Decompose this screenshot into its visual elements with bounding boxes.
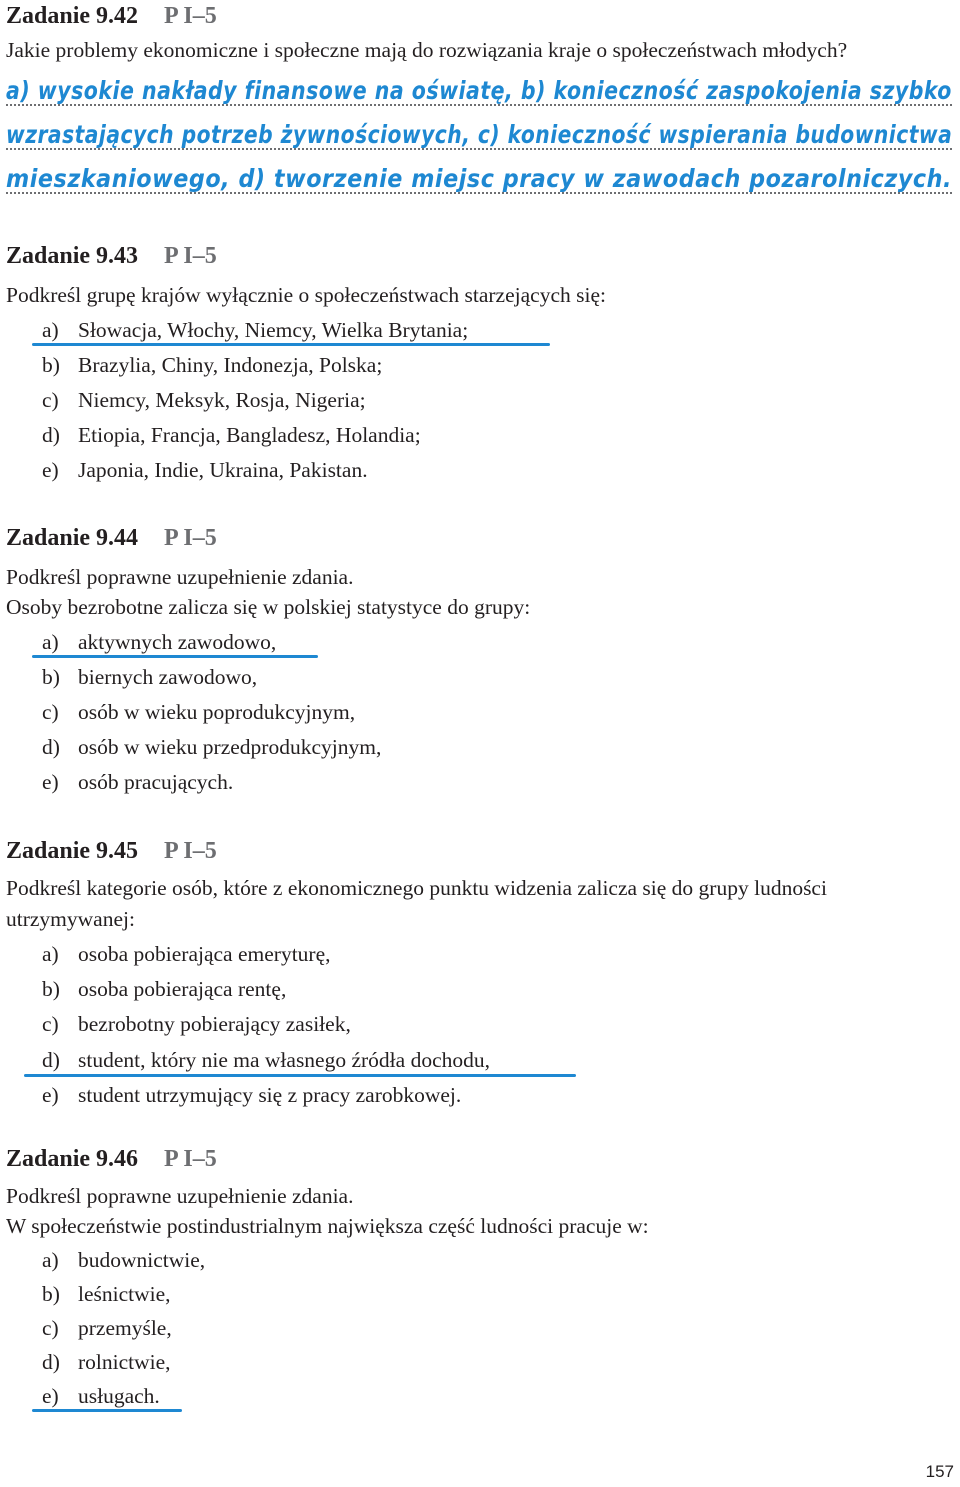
task-number: Zadanie 9.42 — [6, 3, 139, 29]
option-text: Brazylia, Chiny, Indonezja, Polska; — [78, 353, 383, 377]
option-d[interactable] — [42, 1046, 490, 1074]
answer-underline — [32, 655, 318, 658]
option-letter: d) — [42, 1048, 60, 1072]
option-text: leśnictwie, — [78, 1282, 171, 1306]
option-text: aktywnych zawodowo, — [78, 630, 277, 654]
option-text: Etiopia, Francja, Bangladesz, Holandia; — [78, 423, 421, 447]
option-letter: c) — [42, 388, 59, 412]
answer-underline — [24, 1074, 576, 1077]
option-d[interactable] — [42, 421, 421, 449]
task-heading-9-42 — [6, 2, 217, 30]
option-letter: e) — [42, 458, 59, 482]
option-letter: a) — [42, 318, 59, 342]
option-letter: e) — [42, 1384, 59, 1408]
option-text: osób pracujących. — [78, 770, 234, 794]
option-letter: c) — [42, 1012, 59, 1036]
option-a[interactable] — [42, 1246, 205, 1274]
option-d[interactable] — [42, 733, 381, 761]
task-tag: P I–5 — [164, 243, 217, 269]
option-e[interactable] — [42, 768, 233, 796]
answer-line[interactable] — [6, 114, 952, 158]
answer-underline — [32, 343, 550, 346]
option-text: osoba pobierająca emeryturę, — [78, 942, 331, 966]
task-tag: P I–5 — [164, 1146, 217, 1172]
task-question: Osoby bezrobotne zalicza się w polskiej statystyce do grupy: — [6, 595, 531, 619]
option-text: rolnictwie, — [78, 1350, 171, 1374]
option-letter: d) — [42, 423, 60, 447]
option-b[interactable] — [42, 1280, 171, 1308]
option-b[interactable] — [42, 351, 382, 379]
task-question: W społeczeństwie postindustrialnym największa część ludności pracuje w: — [6, 1214, 649, 1238]
option-b[interactable] — [42, 663, 257, 691]
option-letter: c) — [42, 1316, 59, 1340]
option-letter: b) — [42, 1282, 60, 1306]
option-text: osób w wieku poprodukcyjnym, — [78, 700, 356, 724]
option-e[interactable] — [42, 1382, 160, 1410]
task-number: Zadanie 9.43 — [6, 243, 139, 269]
option-letter: e) — [42, 770, 59, 794]
task-heading-9-43 — [6, 242, 217, 270]
option-letter: b) — [42, 977, 60, 1001]
task-heading-9-46 — [6, 1145, 217, 1173]
handwritten-answer: wzrastających potrzeb żywnościowych, c) konieczność wspierania budownictwa — [6, 120, 953, 149]
option-a[interactable] — [42, 628, 276, 656]
option-text: student, który nie ma własnego źródła dochodu, — [78, 1048, 490, 1072]
task-number: Zadanie 9.46 — [6, 1146, 139, 1172]
option-text: student utrzymujący się z pracy zarobkowej. — [78, 1083, 462, 1107]
option-c[interactable] — [42, 386, 366, 414]
option-text: usługach. — [78, 1384, 160, 1408]
option-c[interactable] — [42, 1314, 172, 1342]
task-question: Jakie problemy ekonomiczne i społeczne mają do rozwiązania kraje o społeczeństwach młodych? — [6, 38, 848, 62]
task-heading-9-45 — [6, 837, 217, 865]
task-heading-9-44 — [6, 524, 217, 552]
option-a[interactable] — [42, 940, 331, 968]
answer-line[interactable] — [6, 158, 952, 202]
option-letter: a) — [42, 1248, 59, 1272]
option-text: Słowacja, Włochy, Niemcy, Wielka Brytania; — [78, 318, 469, 342]
option-e[interactable] — [42, 1081, 461, 1109]
option-letter: d) — [42, 1350, 60, 1374]
option-letter: a) — [42, 630, 59, 654]
task-question-line-1: Podkreśl kategorie osób, które z ekonomicznego punktu widzenia zalicza się do grupy ludności — [6, 876, 827, 900]
option-e[interactable] — [42, 456, 368, 484]
option-c[interactable] — [42, 1010, 351, 1038]
option-text: osób w wieku przedprodukcyjnym, — [78, 735, 382, 759]
page-number: 157 — [925, 1462, 954, 1481]
task-number: Zadanie 9.45 — [6, 838, 139, 864]
option-b[interactable] — [42, 975, 286, 1003]
task-instruction: Podkreśl poprawne uzupełnienie zdania. — [6, 1184, 354, 1208]
option-d[interactable] — [42, 1348, 171, 1376]
answer-line[interactable] — [6, 70, 952, 114]
task-tag: P I–5 — [164, 838, 217, 864]
task-tag: P I–5 — [164, 3, 217, 29]
task-tag: P I–5 — [164, 525, 217, 551]
option-text: osoba pobierająca rentę, — [78, 977, 287, 1001]
answer-underline — [32, 1409, 182, 1412]
task-number: Zadanie 9.44 — [6, 525, 139, 551]
handwritten-answer: mieszkaniowego, d) tworzenie miejsc pracy w zawodach pozarolniczych. — [6, 164, 953, 193]
option-letter: a) — [42, 942, 59, 966]
option-letter: b) — [42, 353, 60, 377]
option-text: Japonia, Indie, Ukraina, Pakistan. — [78, 458, 368, 482]
option-text: budownictwie, — [78, 1248, 206, 1272]
option-letter: b) — [42, 665, 60, 689]
task-question-line-2: utrzymywanej: — [6, 907, 135, 931]
option-a[interactable] — [42, 316, 468, 344]
option-letter: e) — [42, 1083, 59, 1107]
task-instruction: Podkreśl poprawne uzupełnienie zdania. — [6, 565, 354, 589]
handwritten-answer: a) wysokie nakłady finansowe na oświatę, b) konieczność zaspokojenia szybko — [6, 76, 952, 105]
option-letter: d) — [42, 735, 60, 759]
option-letter: c) — [42, 700, 59, 724]
option-text: Niemcy, Meksyk, Rosja, Nigeria; — [78, 388, 366, 412]
option-text: bezrobotny pobierający zasiłek, — [78, 1012, 351, 1036]
option-c[interactable] — [42, 698, 355, 726]
task-question: Podkreśl grupę krajów wyłącznie o społeczeństwach starzejących się: — [6, 283, 606, 307]
option-text: biernych zawodowo, — [78, 665, 258, 689]
option-text: przemyśle, — [78, 1316, 172, 1340]
